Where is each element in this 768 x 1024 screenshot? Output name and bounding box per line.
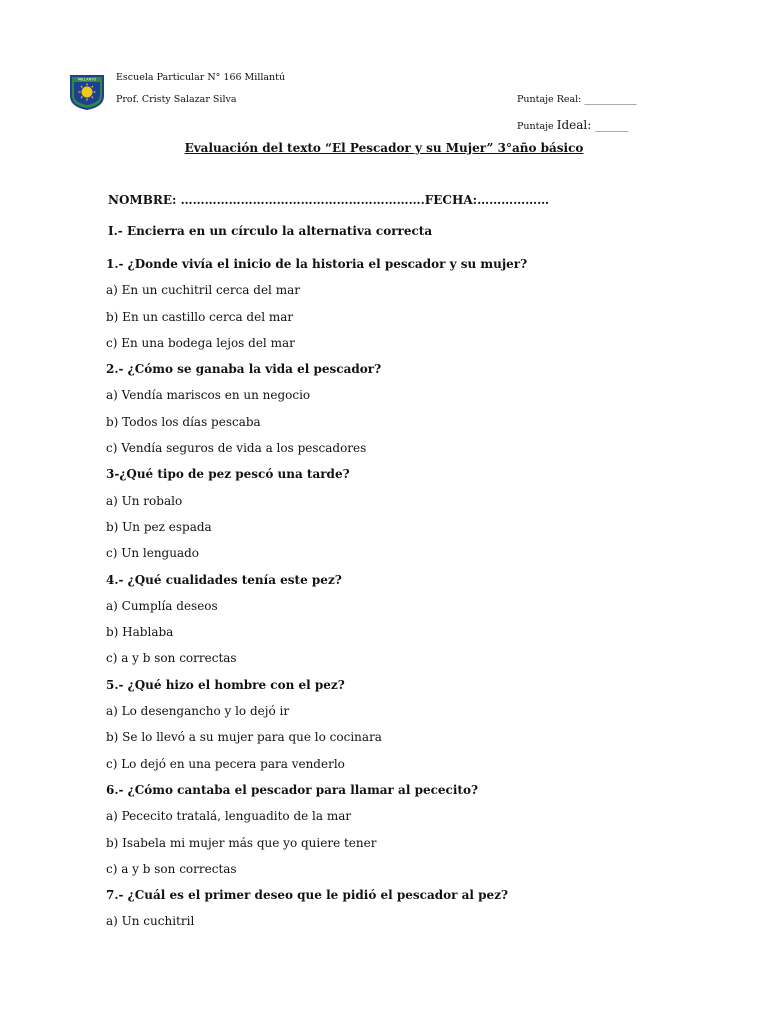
answer-option[interactable]: a) Un cuchitril bbox=[106, 914, 195, 929]
answer-option[interactable]: c) Vendía seguros de vida a los pescadores bbox=[106, 441, 367, 456]
question-text: 4.- ¿Qué cualidades tenía este pez? bbox=[106, 572, 342, 587]
school-crest-icon bbox=[69, 74, 105, 110]
question-1 bbox=[106, 255, 666, 360]
score-ideal-blank[interactable]: _______ bbox=[595, 121, 629, 132]
answer-option[interactable]: b) Hablaba bbox=[106, 625, 174, 640]
teacher-name: Prof. Cristy Salazar Silva bbox=[116, 94, 237, 105]
question-text: 7.- ¿Cuál es el primer deseo que le pidió el pescador al pez? bbox=[106, 888, 509, 903]
school-name: Escuela Particular N° 166 Millantú bbox=[116, 72, 286, 83]
answer-option[interactable]: c) En una bodega lejos del mar bbox=[106, 335, 295, 350]
answer-option[interactable]: c) Lo dejó en una pecera para venderlo bbox=[106, 756, 345, 771]
score-real-blank[interactable]: ___________ bbox=[584, 94, 637, 105]
score-ideal-label: Puntaje bbox=[517, 121, 557, 132]
score-real bbox=[517, 94, 637, 105]
date-label: FECHA: bbox=[424, 193, 478, 207]
question-7 bbox=[106, 886, 666, 939]
exam-title: Evaluación del texto “El Pescador y su Mujer” 3°año básico bbox=[184, 141, 584, 155]
score-ideal bbox=[517, 118, 628, 132]
name-field[interactable]: ……………………………………………………. bbox=[180, 193, 425, 207]
question-text: 3-¿Qué tipo de pez pescó una tarde? bbox=[106, 467, 350, 482]
question-6 bbox=[106, 781, 666, 886]
answer-option[interactable]: c) a y b son correctas bbox=[106, 861, 237, 876]
svg-text:MILLANTÚ: MILLANTÚ bbox=[77, 77, 97, 82]
question-text: 2.- ¿Cómo se ganaba la vida el pescador? bbox=[106, 362, 382, 377]
answer-option[interactable]: a) Vendía mariscos en un negocio bbox=[106, 388, 311, 403]
question-2 bbox=[106, 360, 666, 465]
answer-option[interactable]: b) Se lo llevó a su mujer para que lo cocinara bbox=[106, 730, 382, 745]
section-instructions: I.- Encierra en un círculo la alternativa correcta bbox=[108, 224, 433, 238]
answer-option[interactable]: a) Cumplía deseos bbox=[106, 598, 218, 613]
question-list bbox=[106, 255, 666, 939]
answer-option[interactable]: c) a y b son correctas bbox=[106, 651, 237, 666]
answer-option[interactable]: c) Un lenguado bbox=[106, 546, 200, 561]
question-text: 5.- ¿Qué hizo el hombre con el pez? bbox=[106, 677, 345, 692]
name-label: NOMBRE: bbox=[108, 193, 181, 207]
answer-option[interactable]: a) Pececito tratalá, lenguadito de la mar bbox=[106, 809, 352, 824]
question-5 bbox=[106, 676, 666, 781]
date-field[interactable]: ……………… bbox=[477, 193, 550, 207]
question-3 bbox=[106, 465, 666, 570]
answer-option[interactable]: a) Un robalo bbox=[106, 493, 183, 508]
score-real-label: Puntaje Real: bbox=[517, 94, 585, 105]
answer-option[interactable]: b) Un pez espada bbox=[106, 519, 212, 534]
answer-option[interactable]: b) En un castillo cerca del mar bbox=[106, 309, 294, 324]
score-ideal-word: Ideal: bbox=[556, 118, 596, 132]
question-4 bbox=[106, 571, 666, 676]
name-date-line bbox=[108, 193, 549, 207]
question-text: 1.- ¿Donde vivía el inicio de la historia el pescador y su mujer? bbox=[106, 257, 528, 271]
answer-option[interactable]: a) En un cuchitril cerca del mar bbox=[106, 283, 300, 298]
answer-option[interactable]: b) Isabela mi mujer más que yo quiere tener bbox=[106, 835, 377, 850]
question-text: 6.- ¿Cómo cantaba el pescador para llamar al pececito? bbox=[106, 782, 478, 797]
answer-option[interactable]: a) Lo desengancho y lo dejó ir bbox=[106, 704, 290, 719]
answer-option[interactable]: b) Todos los días pescaba bbox=[106, 414, 261, 429]
